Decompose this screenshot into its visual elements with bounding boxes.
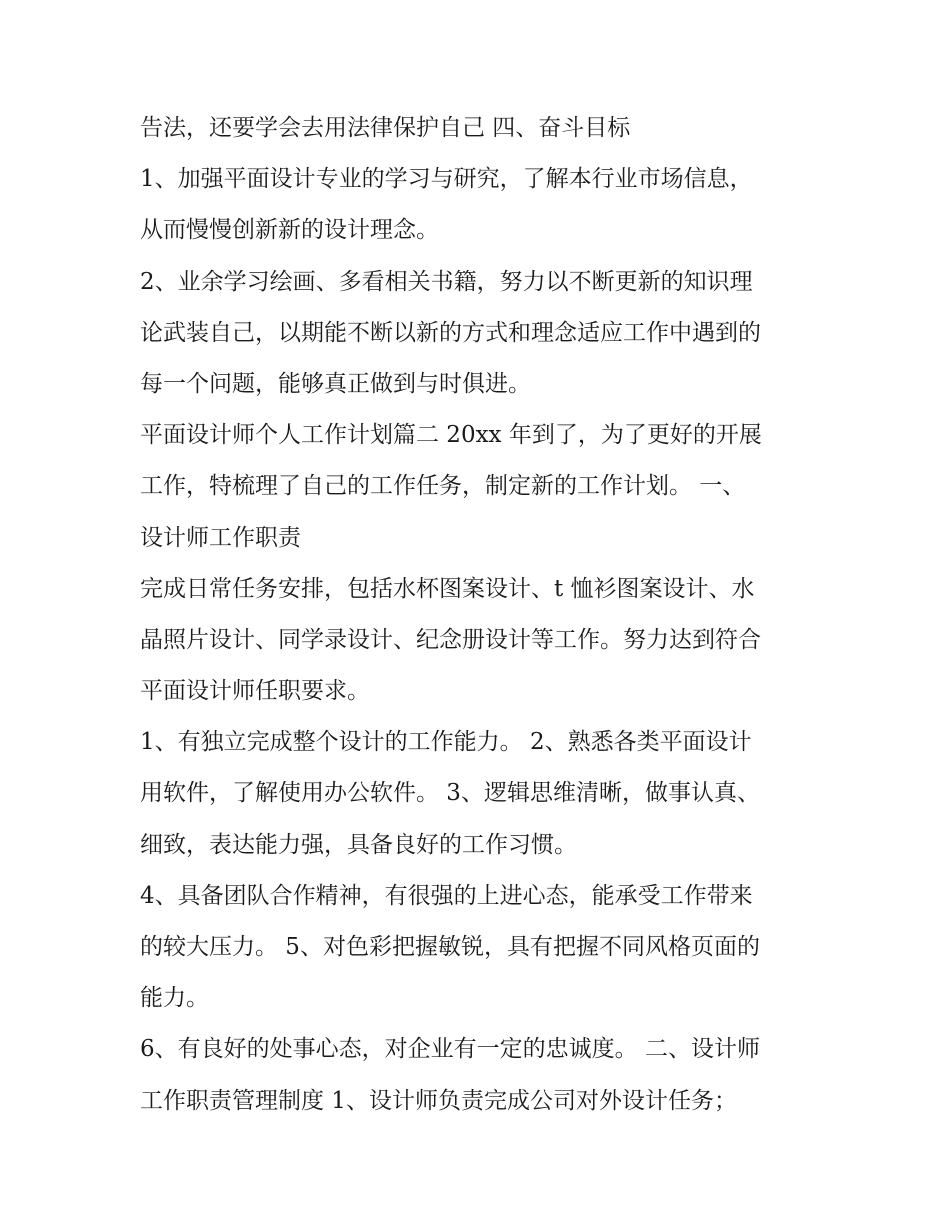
text-line: 每一个问题，能够真正做到与时俱进。 [140,370,531,397]
text-line: 平面设计师个人工作计划篇二 20xx 年到了，为了更好的开展 [140,422,762,449]
text-line: 1、加强平面设计专业的学习与研究，了解本行业市场信息， [140,166,753,193]
text-line: 晶照片设计、同学录设计、纪念册设计等工作。努力达到符合 [140,626,761,653]
text-line: 的较大压力。 5、对色彩把握敏锐，具有把握不同风格页面的 [140,934,760,960]
text-line: 1、有独立完成整个设计的工作能力。 2、熟悉各类平面设计 [140,729,752,756]
text-line: 用软件，了解使用办公软件。 3、逻辑思维清晰，做事认真、 [140,780,760,807]
text-line: 能力。 [140,985,209,1012]
text-line: 平面设计师任职要求。 [140,678,370,705]
text-line: 4、具备团队合作精神，有很强的上进心态，能承受工作带来 [140,882,753,909]
text-line: 论武装自己，以期能不断以新的方式和理念适应工作中遇到的 [140,319,761,346]
text-line: 设计师工作职责 [140,524,301,551]
text-line: 细致，表达能力强，具备良好的工作习惯。 [140,831,577,858]
text-line: 完成日常任务安排，包括水杯图案设计、t 恤衫图案设计、水 [140,575,755,602]
text-line: 告法，还要学会去用法律保护自己 四、奋斗目标 [140,115,631,141]
document-body [140,103,820,1127]
text-line: 工作职责管理制度 1、设计师负责完成公司对外设计任务； [140,1087,737,1114]
text-line: 从而慢慢创新新的设计理念。 [140,217,439,244]
text-line: 工作，特梳理了自己的工作任务，制定新的工作计划。 一、 [140,473,746,500]
text-line: 6、有良好的处事心态，对企业有一定的忠诚度。 二、设计师 [140,1036,760,1063]
text-line: 2、业余学习绘画、多看相关书籍，努力以不断更新的知识理 [140,268,753,295]
